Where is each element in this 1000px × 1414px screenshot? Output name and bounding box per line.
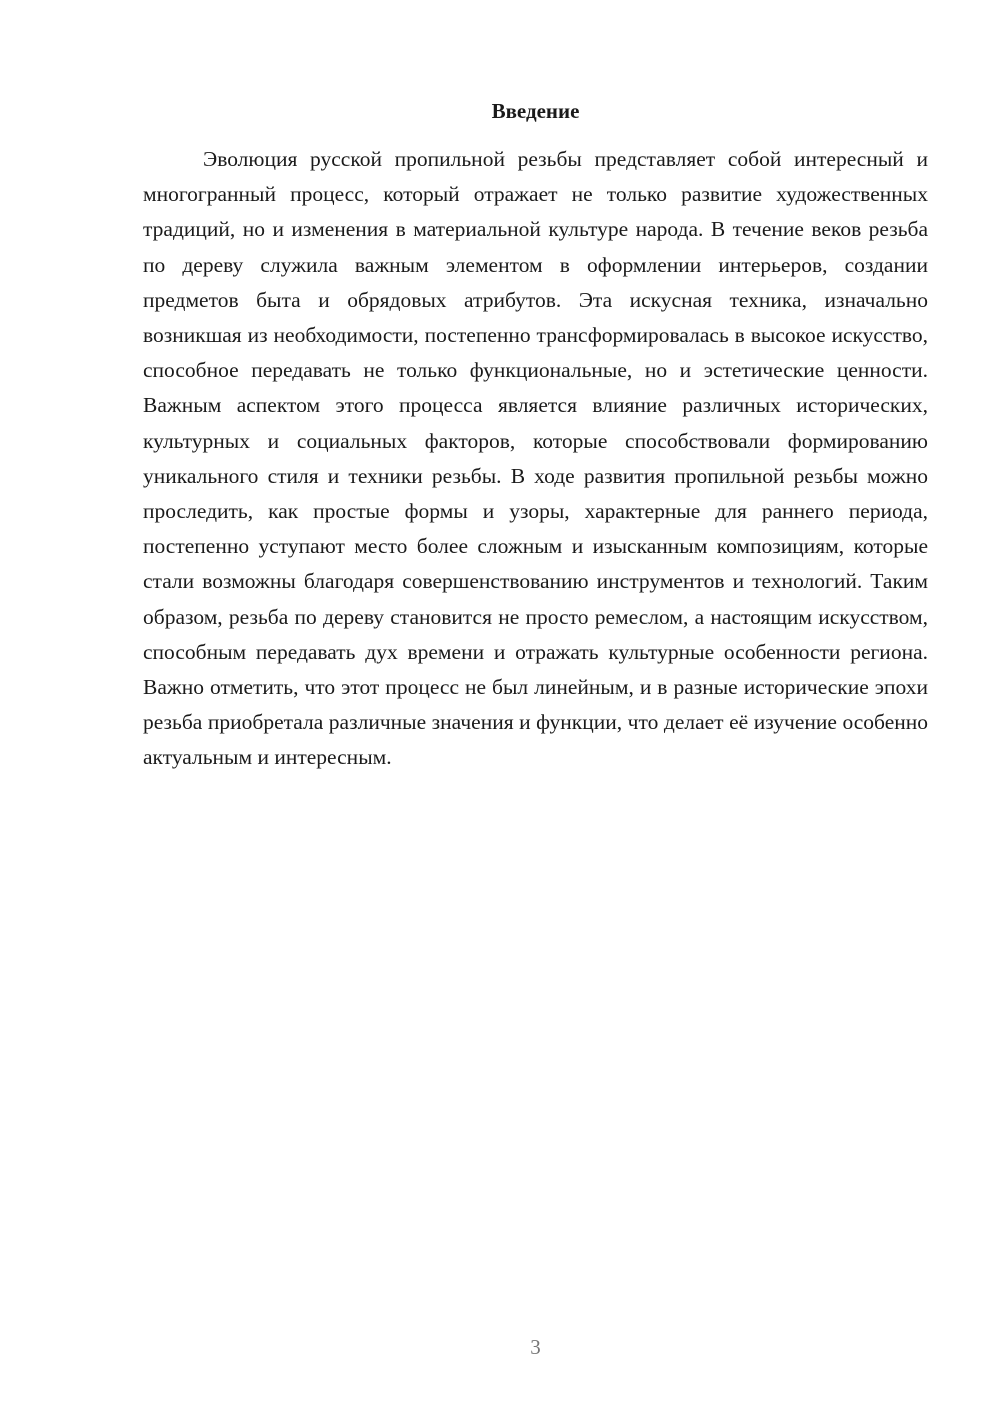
page-number: 3 (530, 1335, 541, 1359)
body-paragraph: Эволюция русской пропильной резьбы представляет собой интересный и многогранный процесс, который отражает не только развитие художественных традиций, но и изменения в материальной культуре народа. В течение веков резьба по дереву служила важным элементом в оформлении интерьеров, создании предметов быта и обрядовых атрибутов. Эта искусная техника, изначально возникшая из необходимости, постепенно трансформировалась в высокое искусство, способное передавать не только функциональные, но и эстетические ценности. Важным аспектом этого процесса является влияние различных исторических, культурных и социальных факторов, которые способствовали формированию уникального стиля и техники резьбы. В ходе развития пропильной резьбы можно проследить, как простые формы и узоры, характерные для раннего периода, постепенно уступают место более сложным и изысканным композициям, которые стали возможны благодаря совершенствованию инструментов и технологий. Таким образом, резьба по дереву становится не просто ремеслом, а настоящим искусством, способным передавать дух времени и отражать культурные особенности региона. Важно отметить, что этот процесс не был линейным, и в разные исторические эпохи резьба приобретала различные значения и функции, что делает её изучение особенно актуальным и интересным. (143, 147, 928, 770)
section-heading: Введение (491, 99, 580, 123)
